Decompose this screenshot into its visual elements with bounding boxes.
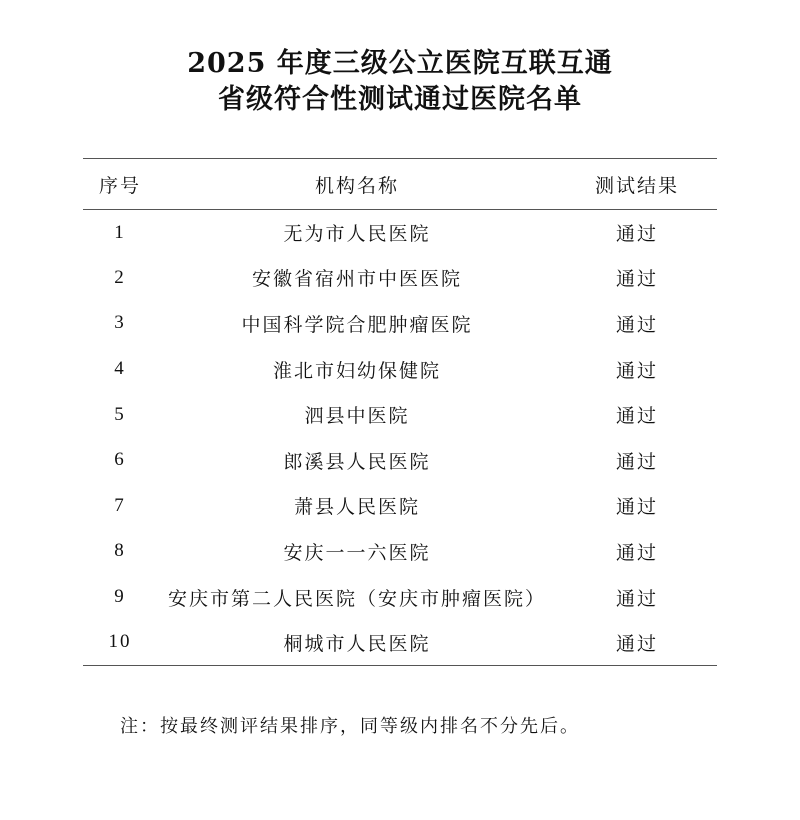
- row-test-result: 通过: [615, 450, 658, 473]
- row-institution-name: 安庆市第二人民医院（安庆市肿瘤医院）: [167, 587, 546, 610]
- table-row: [83, 346, 717, 392]
- row-institution-name: 中国科学院合肥肿瘤医院: [241, 313, 473, 336]
- row-test-result: 通过: [557, 620, 717, 666]
- row-test-result: 通过: [615, 496, 658, 519]
- row-test-result: 通过: [615, 313, 658, 336]
- row-test-result: 通过: [615, 587, 658, 610]
- row-serial-number: 4: [114, 358, 126, 380]
- table-header-row: [83, 159, 717, 210]
- row-institution-name: 泗县中医院: [304, 405, 410, 428]
- row-institution-name: 无为市人民医院: [283, 223, 431, 246]
- header-serial-number: 序号: [83, 159, 157, 210]
- table-row: [83, 210, 717, 256]
- title-line-1: 2025 年度三级公立医院互联互通: [187, 48, 613, 79]
- row-test-result: 通过: [615, 223, 658, 246]
- row-test-result: 通过: [615, 541, 658, 564]
- table-row: [83, 301, 717, 347]
- row-institution-name: 桐城市人民医院: [157, 620, 557, 666]
- row-serial-number: 1: [114, 221, 126, 243]
- row-test-result: 通过: [615, 359, 658, 382]
- row-test-result: 通过: [615, 405, 658, 428]
- hospital-results-table: [83, 158, 717, 666]
- header-institution-name: 机构名称: [157, 159, 557, 210]
- row-serial-number: 5: [114, 403, 126, 425]
- row-test-result: 通过: [615, 268, 658, 291]
- row-serial-number: 9: [114, 586, 126, 608]
- header-test-result: 测试结果: [557, 159, 717, 210]
- row-institution-name: 郎溪县人民医院: [283, 450, 431, 473]
- row-institution-name: 安庆一一六医院: [283, 541, 431, 564]
- row-institution-name: 萧县人民医院: [293, 496, 420, 519]
- document-title: [0, 46, 800, 118]
- table-row: [83, 483, 717, 529]
- table-row: [83, 255, 717, 301]
- row-serial-number: 2: [114, 266, 126, 288]
- table-row: [83, 529, 717, 575]
- row-institution-name: 安徽省宿州市中医医院: [251, 268, 462, 291]
- row-serial-number: 3: [114, 312, 126, 334]
- row-serial-number: 10: [83, 620, 157, 666]
- row-serial-number: 8: [114, 540, 126, 562]
- row-serial-number: 7: [114, 494, 126, 516]
- table-row: [83, 574, 717, 620]
- table-row: [83, 392, 717, 438]
- row-serial-number: 6: [114, 449, 126, 471]
- footnote: 注：按最终测评结果排序，同等级内排名不分先后。: [120, 716, 580, 737]
- table-row: [83, 437, 717, 483]
- title-line-2: 省级符合性测试通过医院名单: [218, 84, 582, 115]
- row-institution-name: 淮北市妇幼保健院: [272, 359, 441, 382]
- table-row: [83, 620, 717, 666]
